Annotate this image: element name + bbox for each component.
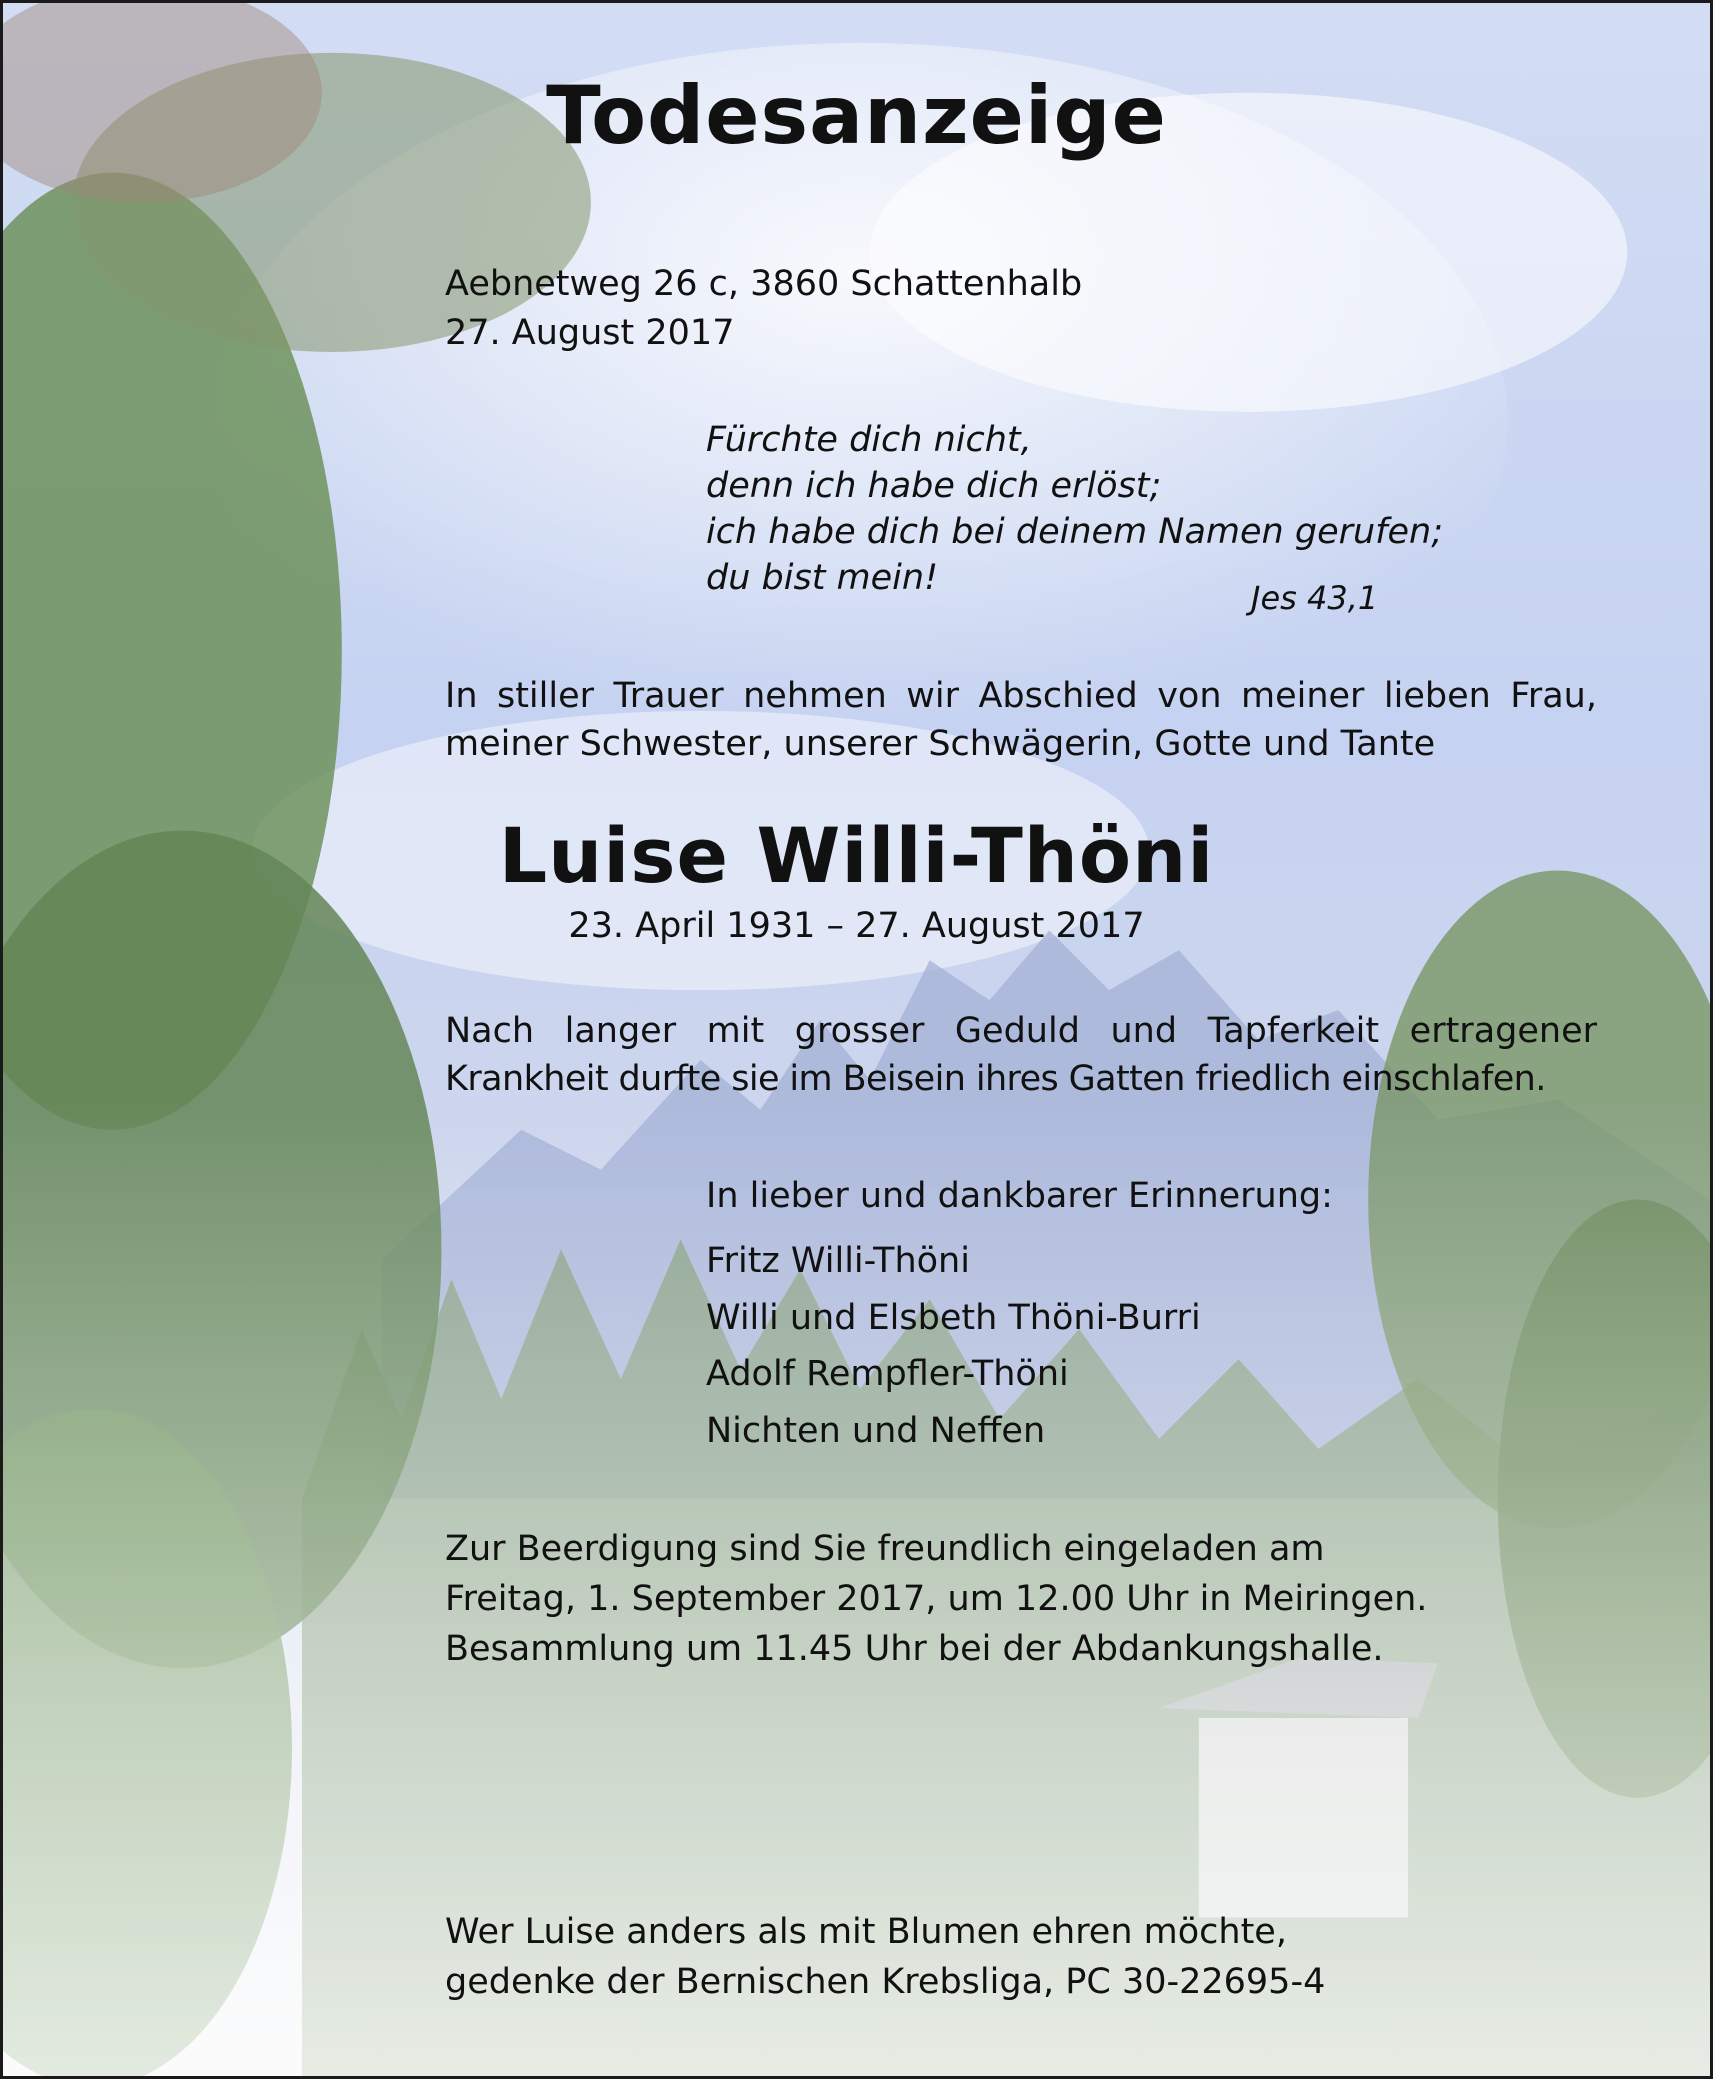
list-item: Fritz Willi-Thöni xyxy=(706,1241,970,1281)
address-line: Aebnetweg 26 c, 3860 Schattenhalb xyxy=(445,264,1083,304)
verse-reference: Jes 43,1 xyxy=(1251,579,1379,617)
funeral-line: Freitag, 1. September 2017, um 12.00 Uhr in Meiringen. xyxy=(445,1579,1428,1619)
list-item: Willi und Elsbeth Thöni-Burri xyxy=(706,1298,1201,1338)
notice-date: 27. August 2017 xyxy=(445,313,735,353)
verse-line: denn ich habe dich erlöst; xyxy=(706,466,1162,506)
verse-line: ich habe dich bei deinem Namen gerufen; xyxy=(706,512,1443,552)
story-line: Nach langer mit grosser Geduld und Tapferkeit ertragener xyxy=(445,1011,1597,1051)
intro-line: In stiller Trauer nehmen wir Abschied von meiner lieben Frau, xyxy=(445,676,1597,716)
funeral-line: Zur Beerdigung sind Sie freundlich eingeladen am xyxy=(445,1529,1325,1569)
funeral-line: Besammlung um 11.45 Uhr bei der Abdankungshalle. xyxy=(445,1629,1384,1669)
verse-line: du bist mein! xyxy=(706,558,939,598)
intro-line: meiner Schwester, unserer Schwägerin, Gotte und Tante xyxy=(445,724,1436,764)
page-title: Todesanzeige xyxy=(546,69,1167,162)
deceased-name: Luise Willi-Thöni xyxy=(498,811,1215,900)
list-item: Nichten und Neffen xyxy=(706,1411,1046,1451)
life-dates: 23. April 1931 – 27. August 2017 xyxy=(568,906,1145,946)
verse-line: Fürchte dich nicht, xyxy=(706,420,1032,460)
donation-line: Wer Luise anders als mit Blumen ehren möchte, xyxy=(445,1912,1287,1952)
list-item: Adolf Rempfler-Thöni xyxy=(706,1354,1069,1394)
donation-line: gedenke der Bernischen Krebsliga, PC 30-22695-4 xyxy=(445,1962,1326,2002)
mourners-heading: In lieber und dankbarer Erinnerung: xyxy=(706,1176,1333,1216)
story-line: Krankheit durfte sie im Beisein ihres Gatten friedlich einschlafen. xyxy=(445,1059,1546,1099)
